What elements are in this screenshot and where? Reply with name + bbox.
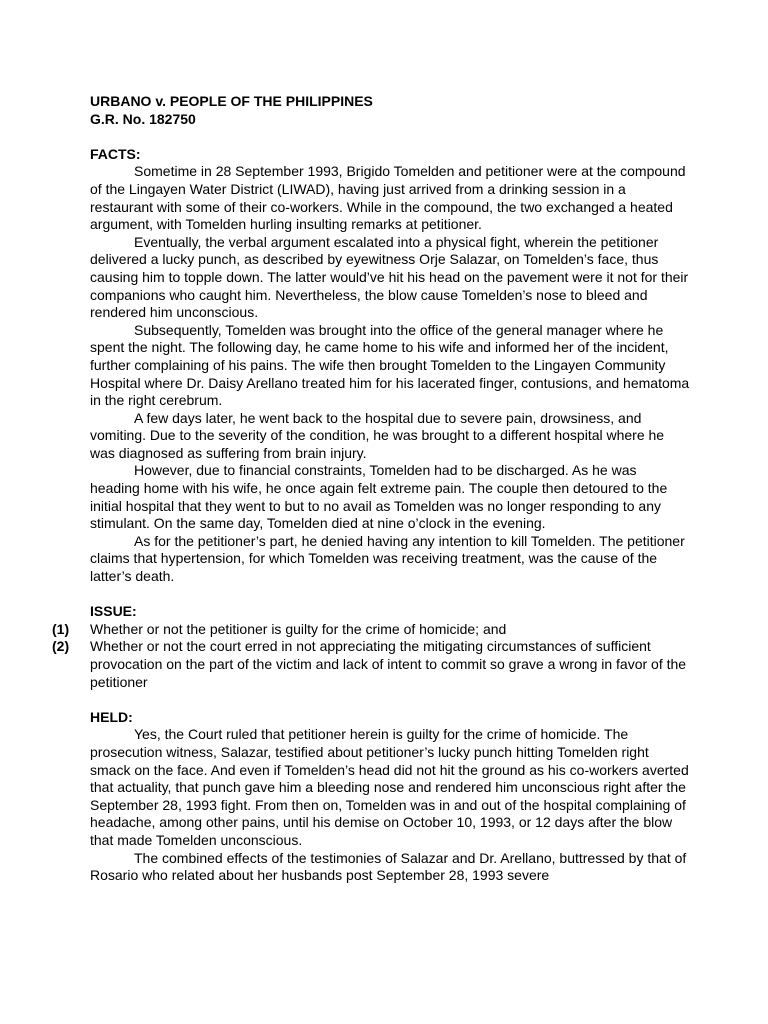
facts-paragraph-2: Eventually, the verbal argument escalated into a physical fight, wherein the petitioner delivered a lucky punch, as described by eyewitness Orje Salazar, on Tomelden’s face, thus causing him to topple down. The latter would’ve hit his head on the pavement were it not for their companions who caught him. Nevertheless, the blow cause Tomelden’s nose to bleed and rendered him unconscious. [90, 233, 689, 321]
facts-paragraph-3: Subsequently, Tomelden was brought into the office of the general manager where he spent the night. The following day, he came home to his wife and informed her of the incident, further complaining of his pains. The wife then brought Tomelden to the Lingayen Community Hospital where Dr. Daisy Arellano treated him for his lacerated finger, contusions, and hematoma in the right cerebrum. [90, 321, 690, 409]
issue-text: Whether or not the court erred in not appreciating the mitigating circumstances of sufficient provocation on the part of the victim and lack of intent to commit so grave a wrong in favor of the petitioner [90, 638, 687, 690]
spacer [90, 691, 690, 709]
issue-number: (1) [52, 620, 70, 637]
document-body [52, 93, 690, 885]
issue-heading: ISSUE: [90, 603, 137, 620]
facts-paragraph-5: However, due to financial constraints, Tomelden had to be discharged. As he was heading home with his wife, he once again felt extreme pain. The couple then detoured to the initial hospital that they went to but to no avail as Tomelden was no longer responding to any stimulant. On the same day, Tomelden died at nine o’clock in the evening. [90, 462, 668, 532]
facts-heading: FACTS: [90, 145, 141, 162]
spacer [90, 586, 690, 604]
facts-paragraph-6: As for the petitioner’s part, he denied having any intention to kill Tomelden. The petitioner claims that hypertension, for which Tomelden was receiving treatment, was the cause of the latter’s death. [90, 532, 685, 585]
issue-list [52, 620, 690, 691]
facts-paragraph-1: Sometime in 28 September 1993, Brigido Tomelden and petitioner were at the compound of the Lingayen Water District (LIWAD), having just arrived from a drinking session in a restaurant with some of their co-workers. While in the compound, the two exchanged a heated argument, with Tomelden hurling insulting remarks at petitioner. [90, 163, 686, 233]
issue-item-1 [52, 620, 690, 639]
case-title: URBANO v. PEOPLE OF THE PHILIPPINES [90, 93, 373, 109]
issue-text: Whether or not the petitioner is guilty for the crime of homicide; and [90, 620, 507, 637]
held-heading: HELD: [90, 708, 133, 725]
facts-paragraph-4: A few days later, he went back to the hospital due to severe pain, drowsiness, and vomiting. Due to the severity of the condition, he was brought to a different hospital where he was diagnosed as suffering from brain injury. [90, 409, 665, 461]
held-paragraph-2: The combined effects of the testimonies of Salazar and Dr. Arellano, buttressed by that of Rosario who related about her husbands post September 28, 1993 severe [90, 849, 687, 884]
spacer [90, 128, 690, 146]
issue-item-2 [52, 638, 690, 691]
issue-number: (2) [52, 638, 70, 655]
gr-number: G.R. No. 182750 [90, 110, 196, 127]
held-paragraph-1: Yes, the Court ruled that petitioner herein is guilty for the crime of homicide. The prosecution witness, Salazar, testified about petitioner’s lucky punch hitting Tomelden right smack on the face. And even if Tomelden’s head did not hit the ground as his co-workers averted that actuality, that punch gave him a bleeding nose and rendered him unconscious right after the September 28, 1993 fight. From then on, Tomelden was in and out of the hospital complaining of headache, among other pains, until his demise on October 10, 1993, or 12 days after the blow that made Tomelden unconscious. [90, 726, 689, 848]
